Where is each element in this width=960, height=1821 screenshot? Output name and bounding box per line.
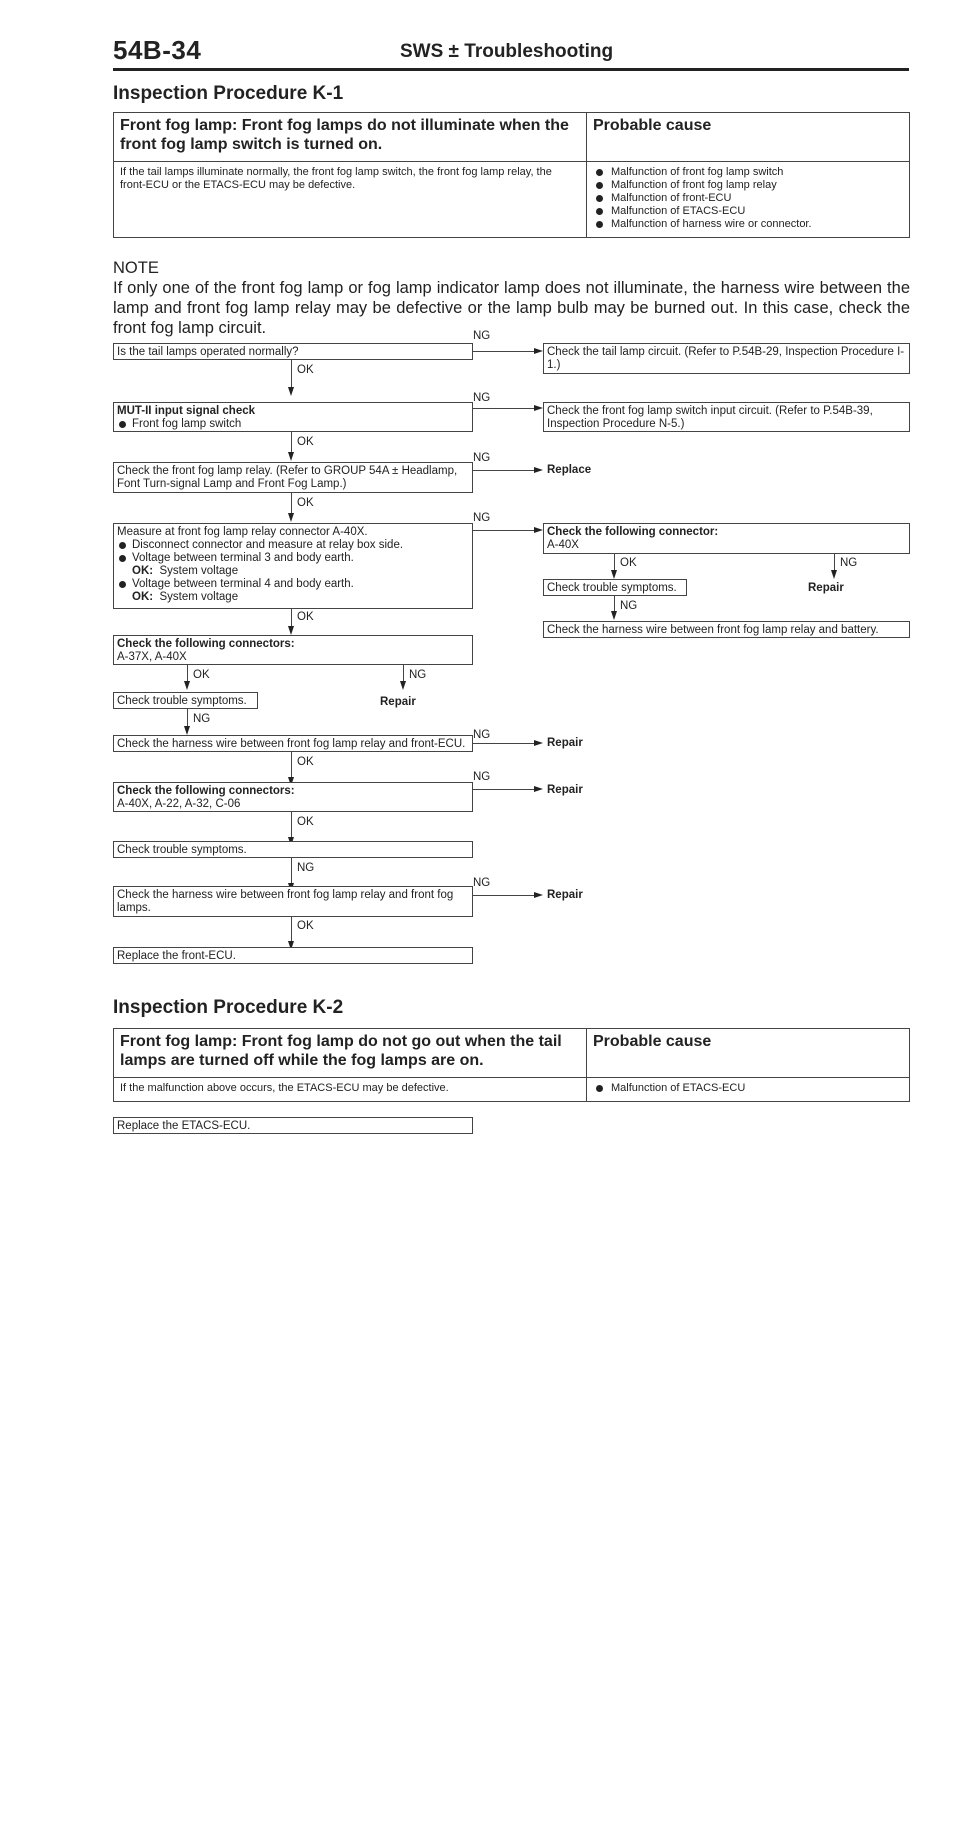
harness-relay-battery-box — [543, 621, 910, 638]
step9-box — [113, 886, 473, 917]
k2-description: If the malfunction above occurs, the ETACS-ECU may be defective. — [114, 1078, 587, 1102]
step10-box — [113, 947, 473, 964]
flow-ok-label: OK — [297, 611, 314, 623]
step8-box — [113, 841, 473, 858]
step5-check-trouble-text: Check trouble symptoms. — [117, 695, 247, 707]
step4-item: Voltage between terminal 4 and body earth. OK: System voltage — [117, 578, 469, 604]
flow-ok-label: OK — [297, 436, 314, 448]
step2-ng-text: Check the front fog lamp switch input circuit. (Refer to P.54B-39, Inspection Procedure N-5.) — [547, 405, 873, 430]
step4-check-trouble-box — [543, 579, 687, 596]
step2-title: MUT-II input signal check — [117, 405, 256, 417]
k2-cause-header: Probable cause — [587, 1029, 910, 1078]
flow-ok-label: OK — [297, 497, 314, 509]
flow-ok-label: OK — [193, 669, 210, 681]
step7-repair: Repair — [547, 784, 583, 796]
flow-ng-label: NG — [473, 330, 491, 342]
k1-cause-item: Malfunction of front-ECU — [593, 192, 903, 205]
step2-item: Front fog lamp switch — [117, 418, 469, 431]
k2-action-box — [113, 1117, 473, 1134]
step7-box — [113, 782, 473, 812]
step6-text: Check the harness wire between front fog lamp relay and front-ECU. — [117, 738, 466, 750]
k2-symptom: Front fog lamp: Front fog lamp do not go out when the tail lamps are turned off while the fog lamps are on. — [114, 1029, 587, 1078]
flow-ng-label: NG — [473, 729, 491, 741]
step3-ng-result: Replace — [547, 464, 592, 476]
step6-repair: Repair — [547, 737, 583, 749]
k2-cause-item: Malfunction of ETACS-ECU — [593, 1082, 903, 1095]
k1-cause-item: Malfunction of front fog lamp switch — [593, 166, 903, 179]
step4-ng-title: Check the following connector: — [547, 526, 719, 538]
step4-ng-box — [543, 523, 910, 554]
flow-ng-label: NG — [409, 669, 427, 681]
flow-ng-label: NG — [473, 512, 491, 524]
k2-section-title: Inspection Procedure K-2 — [113, 997, 344, 1018]
step1-ng-text: Check the tail lamp circuit. (Refer to P.54B-29, Inspection Procedure I-1.) — [547, 346, 905, 371]
k1-symptom: Front fog lamp: Front fog lamps do not illuminate when the front fog lamp switch is turned on. — [114, 113, 587, 162]
flow-ok-label: OK — [297, 920, 314, 932]
note-label: NOTE — [113, 259, 159, 277]
harness-relay-battery-text: Check the harness wire between front fog lamp relay and battery. — [547, 624, 879, 636]
k1-cause-table — [113, 112, 910, 238]
step2-box — [113, 402, 473, 432]
flow-ng-label: NG — [297, 862, 315, 874]
step9-repair: Repair — [547, 889, 583, 901]
step4-box — [113, 523, 473, 609]
step4-title: Measure at front fog lamp relay connector A-40X. — [117, 526, 368, 538]
step4-ng-connector: A-40X — [547, 539, 579, 551]
step3-text: Check the front fog lamp relay. (Refer to GROUP 54A ± Headlamp, Font Turn-signal Lamp and Front Fog Lamp.) — [117, 465, 458, 490]
step7-connectors: A-40X, A-22, A-32, C-06 — [117, 798, 241, 810]
flow-ng-label: NG — [473, 452, 491, 464]
k1-cause-header: Probable cause — [587, 113, 910, 162]
flow-ng-label: NG — [620, 600, 638, 612]
k2-causes — [587, 1078, 910, 1102]
flow-ok-label: OK — [297, 816, 314, 828]
k1-description: If the tail lamps illuminate normally, the front fog lamp switch, the front fog lamp relay, the front-ECU or the ETACS-ECU may be defective. — [114, 162, 587, 238]
step5-title: Check the following connectors: — [117, 638, 295, 650]
step5-box — [113, 635, 473, 665]
step5-check-trouble-box — [113, 692, 258, 709]
step4-item: Voltage between terminal 3 and body earth. OK: System voltage — [117, 552, 469, 578]
flow-ng-label: NG — [840, 557, 858, 569]
k1-section-title: Inspection Procedure K-1 — [113, 83, 344, 104]
step1-text: Is the tail lamps operated normally? — [117, 346, 299, 358]
step10-text: Replace the front-ECU. — [117, 950, 236, 962]
k1-cause-item: Malfunction of front fog lamp relay — [593, 179, 903, 192]
flow-ok-label: OK — [297, 364, 314, 376]
step4-check-trouble-text: Check trouble symptoms. — [547, 582, 677, 594]
step4-repair: Repair — [808, 582, 844, 594]
step3-box — [113, 462, 473, 493]
page-header-title: SWS ± Troubleshooting — [400, 41, 614, 62]
step6-box — [113, 735, 473, 752]
step2-ng-box — [543, 402, 910, 432]
k1-cause-item: Malfunction of ETACS-ECU — [593, 205, 903, 218]
flow-ng-label: NG — [473, 771, 491, 783]
flow-ng-label: NG — [473, 877, 491, 889]
step5-connectors: A-37X, A-40X — [117, 651, 187, 663]
k1-cause-item: Malfunction of harness wire or connector. — [593, 218, 903, 231]
k2-cause-table — [113, 1028, 910, 1102]
flow-ng-label: NG — [193, 713, 211, 725]
step8-text: Check trouble symptoms. — [117, 844, 247, 856]
step9-text: Check the harness wire between front fog lamp relay and front fog lamps. — [117, 889, 454, 914]
step4-item: Disconnect connector and measure at relay box side. — [117, 539, 469, 552]
k1-causes — [587, 162, 910, 238]
step1-box — [113, 343, 473, 360]
step5-repair: Repair — [380, 696, 416, 708]
page-number: 54B-34 — [113, 35, 202, 65]
step7-title: Check the following connectors: — [117, 785, 295, 797]
flow-ng-label: NG — [473, 392, 491, 404]
step1-ng-box — [543, 343, 910, 374]
note-text: If only one of the front fog lamp or fog lamp indicator lamp does not illuminate, the harness wire between the lamp and front fog lamp relay may be defective or the lamp bulb may be burned out. In this case, check the front fog lamp circuit. — [113, 279, 910, 337]
flow-ok-label: OK — [620, 557, 637, 569]
k2-action-text: Replace the ETACS-ECU. — [117, 1120, 251, 1132]
flow-ok-label: OK — [297, 756, 314, 768]
header-rule — [113, 68, 909, 71]
